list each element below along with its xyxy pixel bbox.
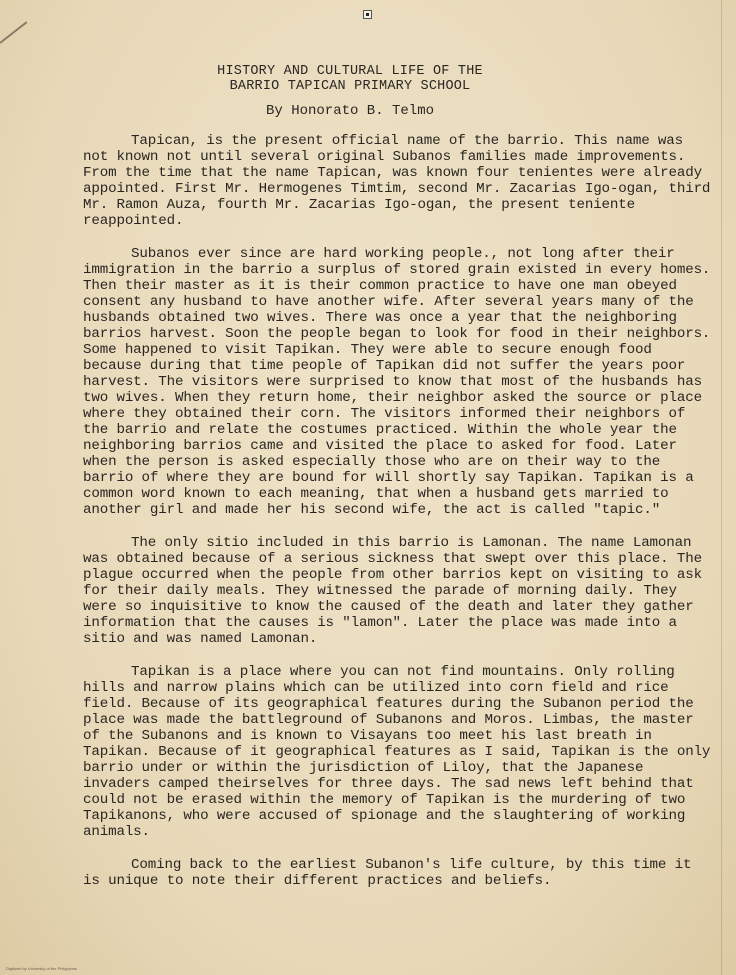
corner-fold-mark [0, 21, 27, 44]
page-edge-shadow [721, 0, 722, 975]
paragraph-5: Coming back to the earliest Subanon's life culture, by this time it is unique to note their different practices and beliefs. [83, 857, 700, 889]
document-body [83, 133, 719, 906]
paragraph-1: Tapican, is the present official name of the barrio. This name was not known not until several original Subanos families made improvements. From the time that the name Tapican, was known four tenientes were already appointed. First Mr. Hermogenes Timtim, second Mr. Zacarias Igo-ogan, third Mr. Ramon Auza, fourth Mr. Zacarias Igo-ogan, the present teniente reappointed. [83, 133, 719, 229]
document-title [150, 64, 550, 94]
footer-note: Digitized by University of the Philippines [6, 966, 77, 971]
paragraph-3: The only sitio included in this barrio is Lamonan. The name Lamonan was obtained because of a serious sickness that swept over this place. The plague occurred when the people from other barrios kept on visiting to ask for their daily meals. They witnessed the parade of morning daily. They were so inquisitive to know the caused of the death and later they gather information that the causes is "lamon". Later the place was made into a sitio and was named Lamonan. [83, 535, 711, 647]
punch-hole-icon [363, 10, 372, 19]
title-line-2: BARRIO TAPICAN PRIMARY SCHOOL [229, 79, 471, 94]
paragraph-2: Subanos ever since are hard working people., not long after their immigration in the barrio a surplus of stored grain existed in every homes. Then their master as it is their common practice to have one man obeyed consent any husband to have another wife. After several years many of the husbands obtained two wives. There was once a year that the neighboring barrios harvest. Soon the people began to look for food in their neighbors. Some happened to visit Tapikan. They were able to secure enough food because during that time people of Tapikan did not suffer the years poor harvest. The visitors were surprised to know that most of the husbands has two wives. When they return home, their neighbor asked the source or place where they obtained their corn. The visitors informed their neighbors of the barrio and relate the costumes practiced. Within the whole year the neighboring barrios came and visited the place to asked for food. Later when the person is asked especially those who are on their way to the barrio of where they are bound for will shortly say Tapikan. Tapikan is a common word known to each meaning, that when a husband gets married to another girl and made her his second wife, the act is called "tapic." [83, 246, 719, 518]
paragraph-4: Tapikan is a place where you can not find mountains. Only rolling hills and narrow plains which can be utilized into corn field and rice field. Because of its geographical features during the Subanon period the place was made the battleground of Subanons and Moros. Limbas, the master of the Subanons and is known to Visayans too meet his last breath in Tapikan. Because of it geographical features as I said, Tapikan is the only barrio under or within the jurisdiction of Liloy, that the Japanese invaders camped theirselves for three days. The sad news left behind that could not be erased within the memory of Tapikan is the murdering of two Tapikanons, who were accused of spionage and the slaughtering of working animals. [83, 664, 719, 840]
author-byline: By Honorato B. Telmo [265, 103, 435, 119]
title-line-1: HISTORY AND CULTURAL LIFE OF THE [217, 64, 483, 79]
